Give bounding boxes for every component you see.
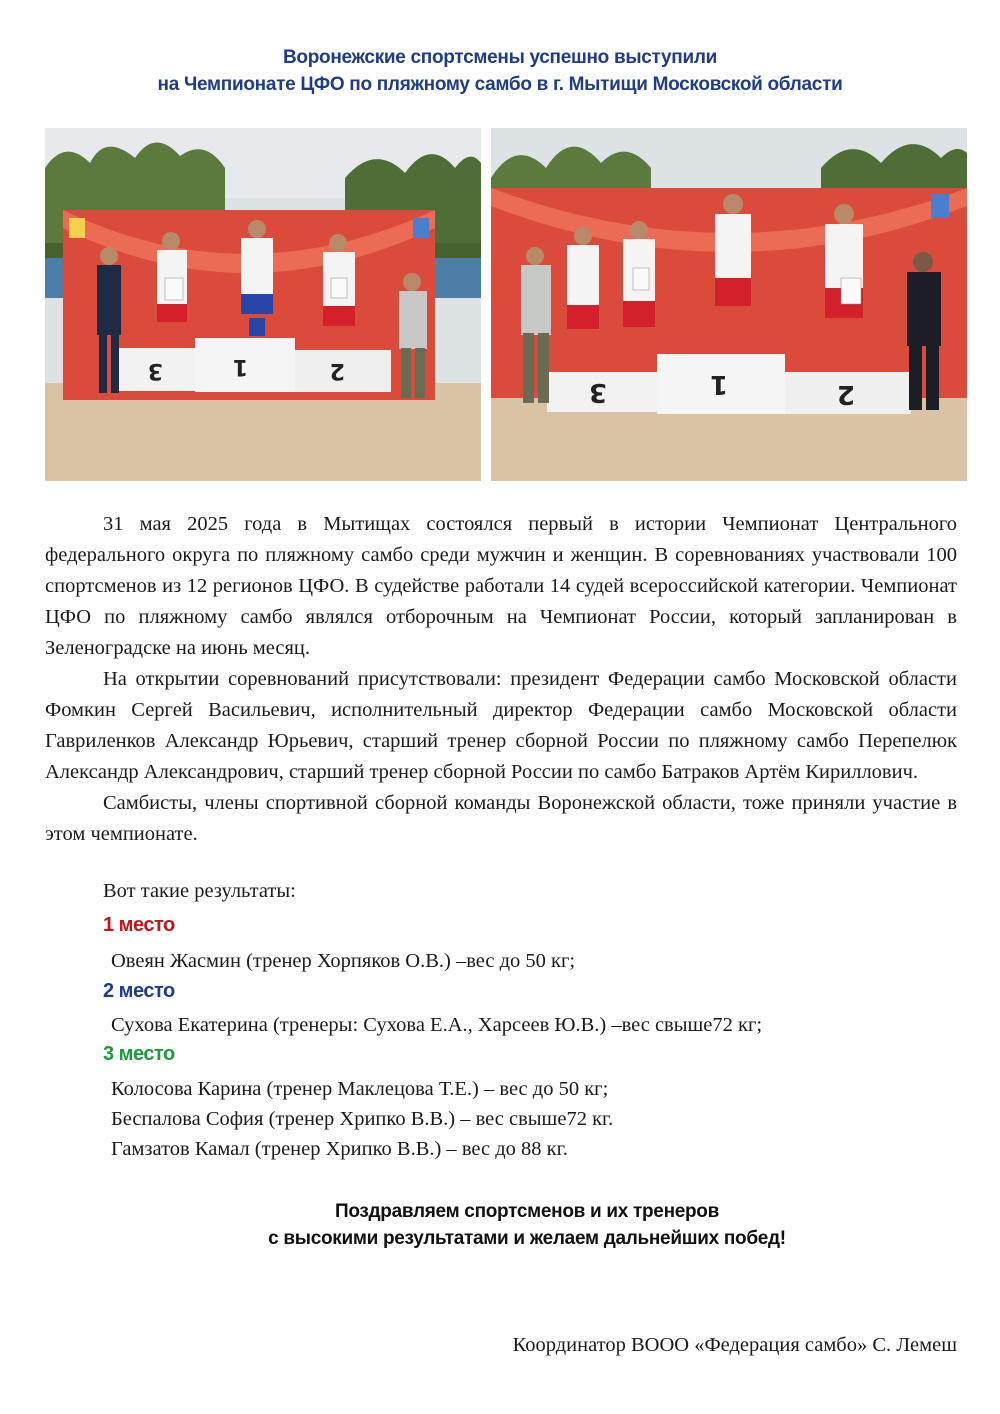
congrats-line-2: с высокими результатами и желаем дальнейших побед! — [268, 1228, 786, 1249]
paragraph-2: На открытии соревнований присутствовали: президент Федерации самбо Московской области Фомкин Сергей Васильевич, исполнительный директор Федерации самбо Московской области Гавриленков Александр Юрьевич, старший тренер сборной России по пляжному самбо Перепелюк Александр Александрович, старший тренер сборной России по самбо Батраков Артём Кириллович. — [45, 668, 957, 783]
podium-number-3: 3 — [588, 377, 607, 407]
place-1-label: 1 место — [103, 914, 175, 936]
paragraph-1: 31 мая 2025 года в Мытищах состоялся первый в истории Чемпионат Центрального федерального округа по пляжному самбо среди мужчин и женщин. В соревнованиях участвовали 100 спортсменов из 12 регионов ЦФО. В судействе работали 14 судей всероссийской категории. Чемпионат ЦФО по пляжному самбо являлся отборочным на Чемпионат России, который запланирован в Зеленоградске на июнь месяц. — [45, 513, 957, 659]
result-item: Сухова Екатерина (тренеры: Сухова Е.А., Харсеев Ю.В.) –вес свыше72 кг; — [111, 1014, 763, 1036]
podium-number-1: 1 — [709, 369, 728, 399]
page-title — [0, 44, 1000, 98]
paragraph-3: Самбисты, члены спортивной сборной команды Воронежской области, тоже приняли участие в этом чемпионате. — [45, 792, 957, 845]
signature: Координатор ВООО «Федерация самбо» С. Лемеш — [512, 1334, 957, 1356]
podium-number-1: 1 — [232, 354, 248, 379]
result-item: Гамзатов Камал (тренер Хрипко В.В.) – вес до 88 кг. — [111, 1138, 568, 1160]
podium-number-3: 3 — [147, 358, 163, 383]
result-item: Овеян Жасмин (тренер Хорпяков О.В.) –вес до 50 кг; — [111, 950, 576, 972]
results-intro: Вот такие результаты: — [103, 880, 296, 902]
result-item: Колосова Карина (тренер Маклецова Т.Е.) – вес до 50 кг; — [111, 1078, 609, 1100]
result-item: Беспалова София (тренер Хрипко В.В.) – вес свыше72 кг. — [111, 1108, 614, 1130]
podium-number-2: 2 — [836, 379, 855, 409]
place-2-label: 2 место — [103, 980, 175, 1002]
title-line-1: Воронежские спортсмены успешно выступили — [282, 47, 717, 68]
podium-number-2: 2 — [329, 358, 345, 383]
photo-men-podium — [491, 128, 967, 481]
photo-women-podium — [45, 128, 481, 481]
photo-women-podium-image — [45, 128, 481, 481]
congrats-line-1: Поздравляем спортсменов и их тренеров — [334, 1201, 719, 1222]
title-line-2: на Чемпионате ЦФО по пляжному самбо в г. Мытищи Московской области — [157, 74, 843, 95]
article-body — [45, 509, 957, 850]
photo-men-podium-image — [491, 128, 967, 481]
congratulations — [0, 1198, 1000, 1252]
place-3-label: 3 место — [103, 1043, 175, 1065]
